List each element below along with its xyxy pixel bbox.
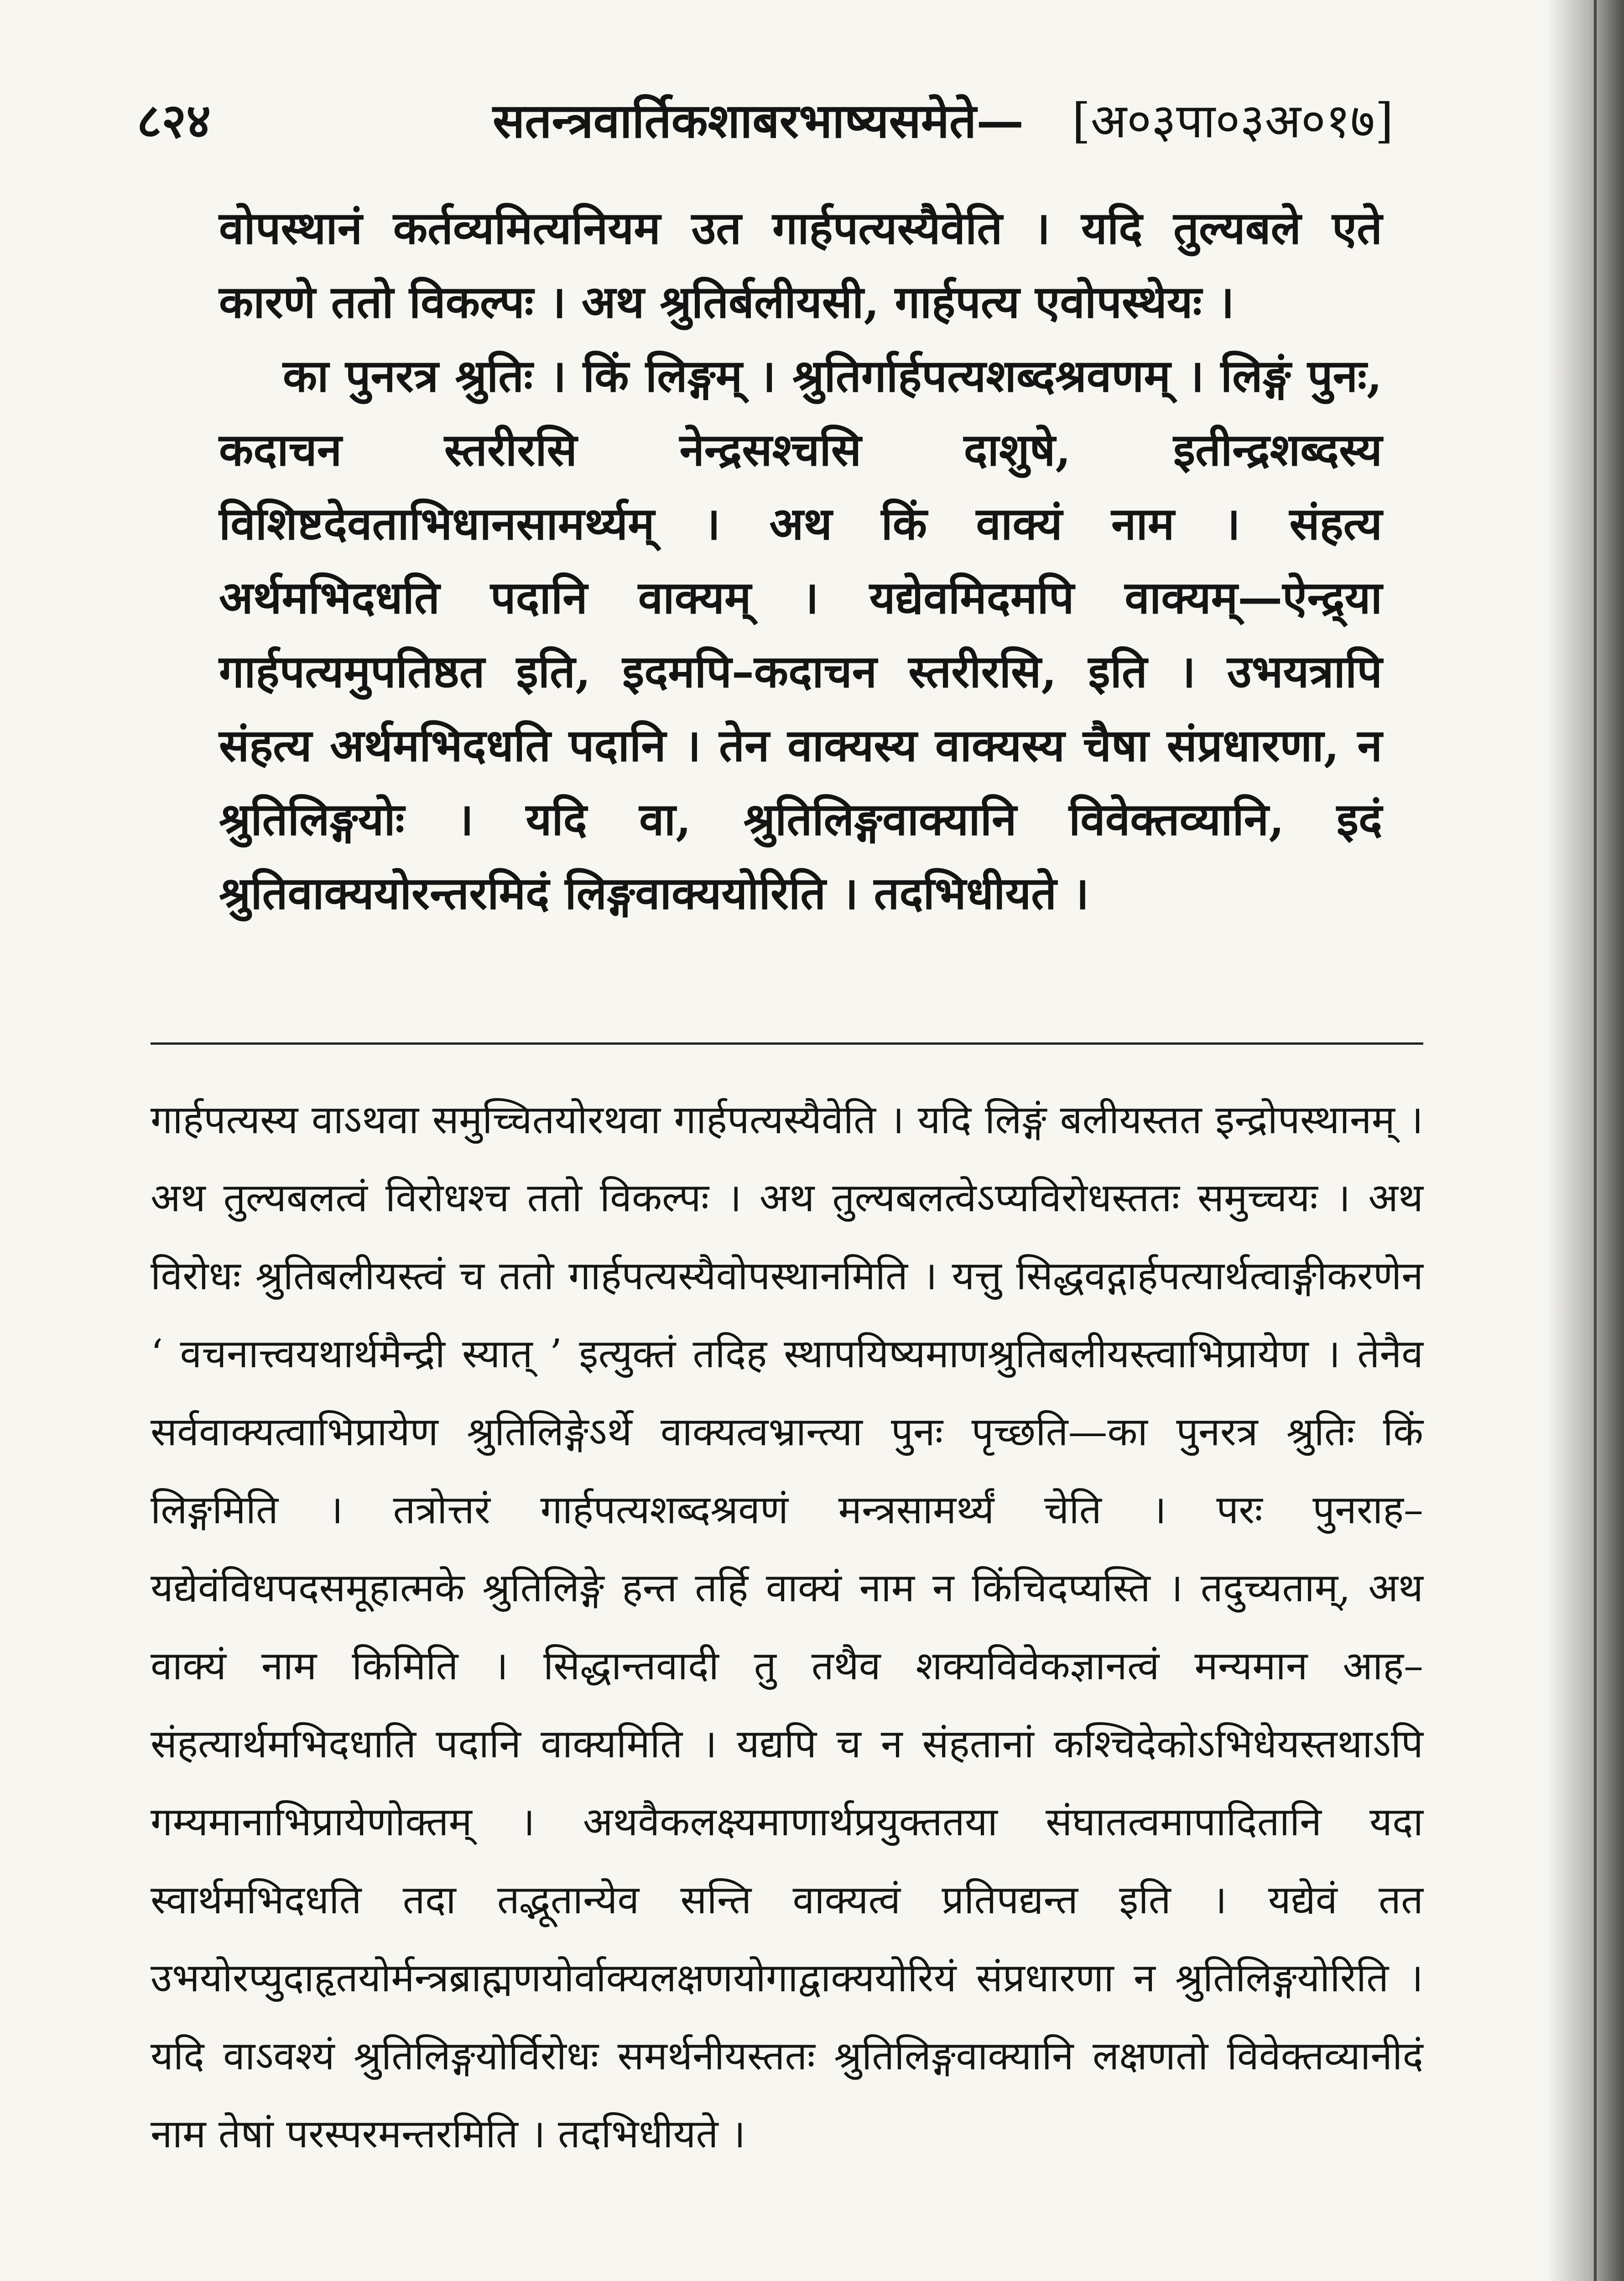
page-header — [137, 82, 1460, 160]
section-divider — [151, 1042, 1423, 1045]
commentary-paragraph: गार्हपत्यस्य वाऽथवा समुच्चितयोरथवा गार्हपत्यस्यैवेति । यदि लिङ्गं बलीयस्तत इन्द्रोपस्थानम् । अथ तुल्यबलत्वं विरोधश्च ततो विकल्पः । अथ तुल्यबलत्वेऽप्यविरोधस्ततः समुच्चयः । अथ विरोधः श्रुतिबलीयस्त्वं च ततो गार्हपत्यस्यैवोपस्थानमिति । यत्तु सिद्धवद्गार्हपत्यार्थत्वाङ्गीकरणेन ‘ वचनात्त्वयथार्थमैन्द्री स्यात् ’ इत्युक्तं तदिह स्थापयिष्यमाणश्रुतिबलीयस्त्वाभिप्रायेण । तेनैव सर्ववाक्यत्वाभिप्रायेण श्रुतिलिङ्गेऽर्थे वाक्यत्वभ्रान्त्या पुनः पृच्छति—का पुनरत्र श्रुतिः किं लिङ्गमिति । तत्रोत्तरं गार्हपत्यशब्दश्रवणं मन्त्रसामर्थ्यं चेति । परः पुनराह–यद्येवंविधपदसमूहात्मके श्रुतिलिङ्गे हन्त तर्हि वाक्यं नाम न किंचिदप्यस्ति । तदुच्यताम्, अथ वाक्यं नाम किमिति । सिद्धान्तवादी तु तथैव शक्यविवेकज्ञानत्वं मन्यमान आह–संहत्यार्थमभिदधाति पदानि वाक्यमिति । यद्यपि च न संहतानां कश्चिदेकोऽभिधेयस्तथाऽपि गम्यमानाभिप्रायेणोक्तम् । अथवैकलक्ष्यमाणार्थप्रयुक्ततया संघातत्वमापादितानि यदा स्वार्थमभिदधति तदा तद्भूतान्येव सन्ति वाक्यत्वं प्रतिपद्यन्त इति । यद्येवं तत उभयोरप्युदाहृतयोर्मन्त्रब्राह्मणयोर्वाक्यलक्षणयोगाद्वाक्ययोरियं संप्रधारणा न श्रुतिलिङ्गयोरिति । यदि वाऽवश्यं श्रुतिलिङ्गयोर्विरोधः समर्थनीयस्ततः श्रुतिलिङ्गवाक्यानि लक्षणतो विवेक्तव्यानीदं नाम तेषां परस्परमन्तरमिति । तदभिधीयते । — [151, 1097, 1423, 2157]
commentary-block — [151, 1081, 1423, 2173]
running-title: सतन्त्रवार्तिकशाबरभाष्यसमेते— — [493, 93, 1024, 149]
section-reference: [अ०३पा०३अ०१७] — [1072, 93, 1394, 149]
page-number: ८२४ — [137, 93, 211, 149]
main-paragraph-1: वोपस्थानं कर्तव्यमित्यनियम उत गार्हपत्यस्यैवेति । यदि तुल्यबले एते कारणे ततो विकल्पः । अथ श्रुतिर्बलीयसी, गार्हपत्य एवोपस्थेयः । — [219, 202, 1382, 328]
binding-edge-line — [1594, 0, 1597, 2281]
binding-edge-shadow — [1546, 0, 1624, 2281]
main-paragraph-2: का पुनरत्र श्रुतिः । किं लिङ्गम् । श्रुतिर्गार्हपत्यशब्दश्रवणम् । लिङ्गं पुनः, कदाचन स्तरीरसि नेन्द्रसश्चसि दाशुषे, इतीन्द्रशब्दस्य विशिष्टदेवताभिधानसामर्थ्यम् । अथ किं वाक्यं नाम । संहत्य अर्थमभिदधति पदानि वाक्यम् । यद्येवमिदमपि वाक्यम्—ऐन्द्र्या गार्हपत्यमुपतिष्ठत इति, इदमपि–कदाचन स्तरीरसि, इति । उभयत्रापि संहत्य अर्थमभिदधति पदानि । तेन वाक्यस्य वाक्यस्य चैषा संप्रधारणा, न श्रुतिलिङ्गयोः । यदि वा, श्रुतिलिङ्गवाक्यानि विवेक्तव्यानि, इदं श्रुतिवाक्ययोरन्तरमिदं लिङ्गवाक्ययोरिति । तदभिधीयते । — [219, 350, 1382, 920]
main-text-block — [219, 192, 1382, 931]
